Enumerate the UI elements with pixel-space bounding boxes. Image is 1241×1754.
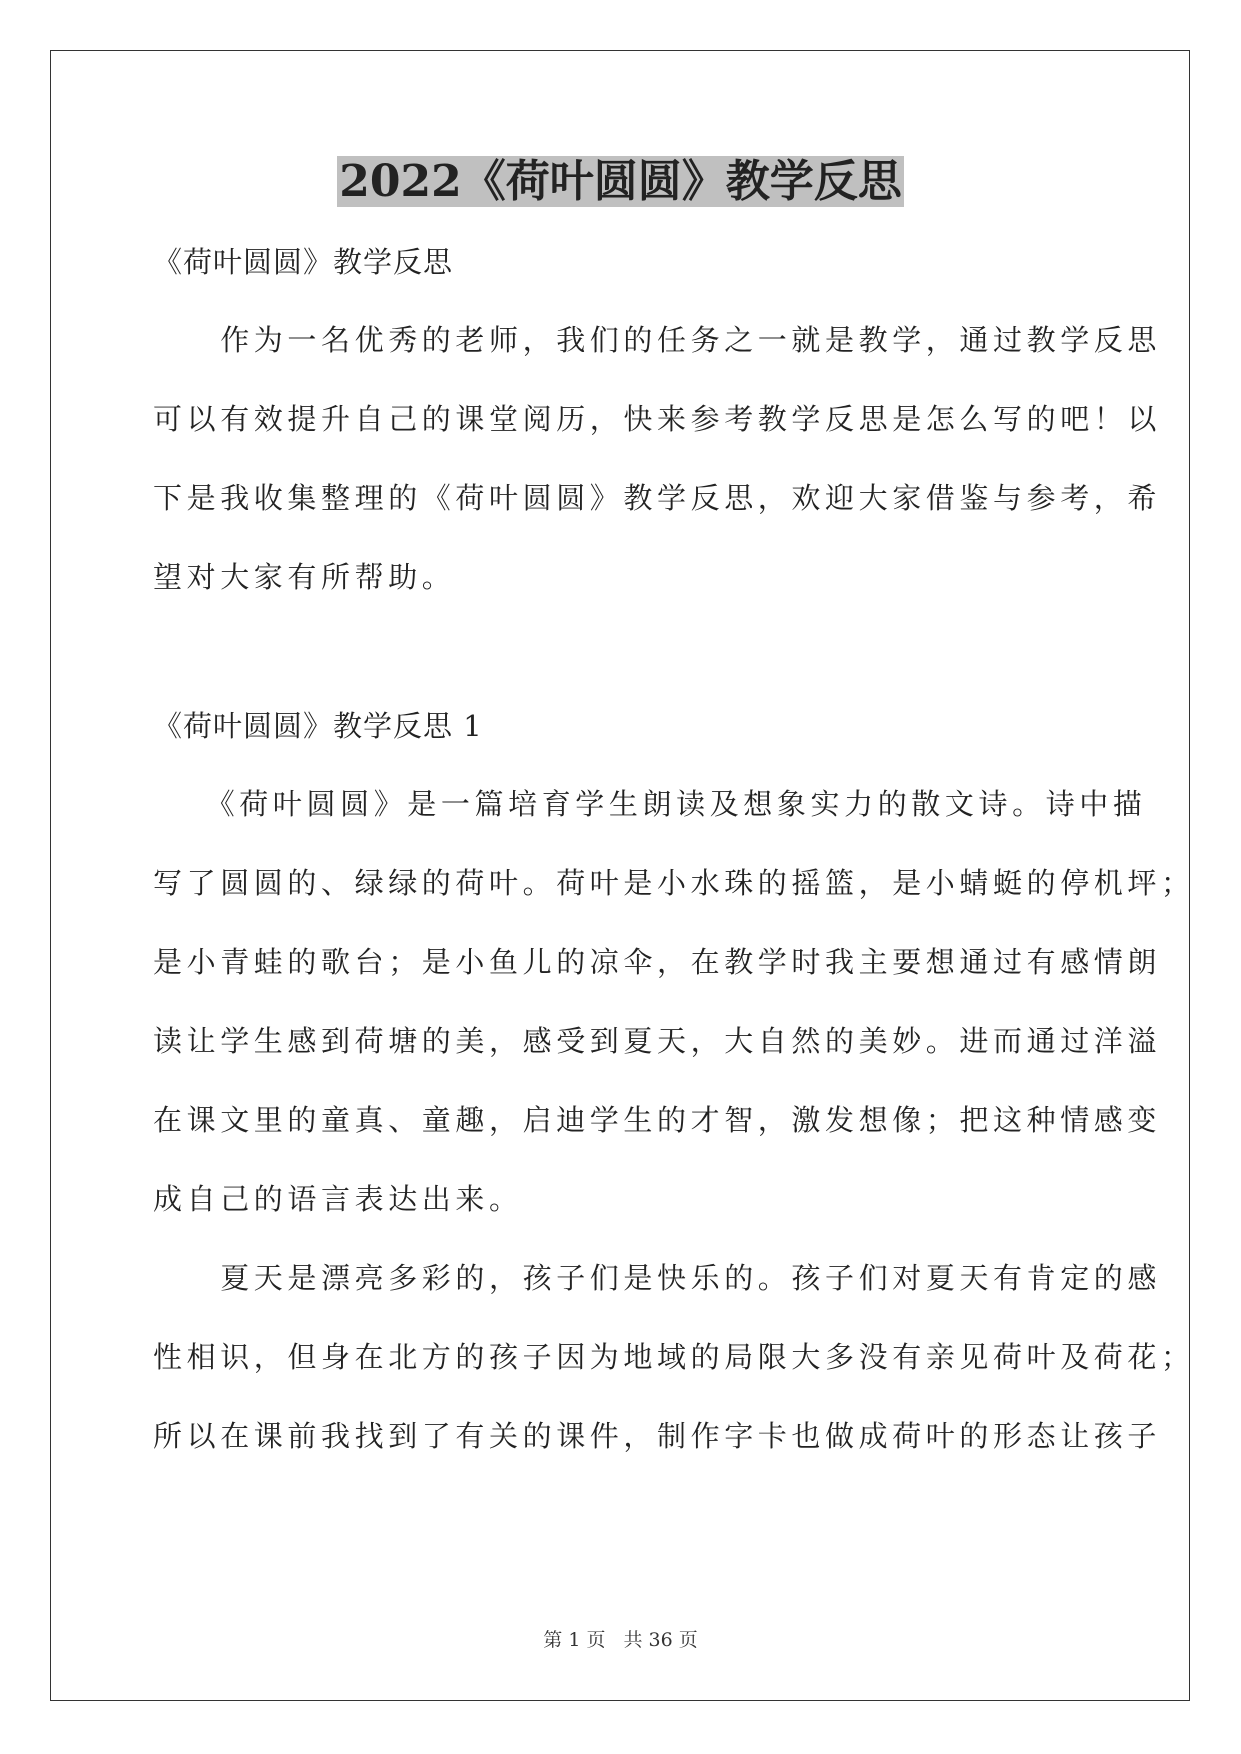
page-number: 第 1 页: [543, 1629, 606, 1651]
body-line: 下是我收集整理的《荷叶圆圆》教学反思，欢迎大家借鉴与参考，希: [153, 481, 1162, 515]
document-title-text: 2022《荷叶圆圆》教学反思: [339, 156, 902, 207]
section-heading: 《荷叶圆圆》教学反思 1: [153, 709, 483, 743]
body-line: 作为一名优秀的老师，我们的任务之一就是教学，通过教学反思: [153, 323, 1162, 357]
body-line: 成自己的语言表达出来。: [153, 1182, 523, 1216]
page-total: 共 36 页: [623, 1629, 698, 1651]
body-line: 读让学生感到荷塘的美，感受到夏天，大自然的美妙。进而通过洋溢: [153, 1024, 1162, 1058]
body-line: 《荷叶圆圆》是一篇培育学生朗读及想象实力的散文诗。诗中描: [153, 787, 1147, 821]
body-line: 所以在课前我找到了有关的课件，制作字卡也做成荷叶的形态让孩子: [153, 1419, 1162, 1453]
body-line: 写了圆圆的、绿绿的荷叶。荷叶是小水珠的摇篮，是小蜻蜓的停机坪；: [153, 866, 1195, 900]
body-line: 可以有效提升自己的课堂阅历，快来参考教学反思是怎么写的吧！以: [153, 402, 1162, 436]
body-line: 性相识，但身在北方的孩子因为地域的局限大多没有亲见荷叶及荷花；: [153, 1340, 1195, 1374]
body-line: 是小青蛙的歌台；是小鱼儿的凉伞，在教学时我主要想通过有感情朗: [153, 945, 1162, 979]
body-line: 夏天是漂亮多彩的，孩子们是快乐的。孩子们对夏天有肯定的感: [153, 1261, 1162, 1295]
section-heading: 《荷叶圆圆》教学反思: [153, 245, 454, 279]
body-line: 望对大家有所帮助。: [153, 560, 456, 594]
document-title: [0, 150, 1241, 214]
body-line: 在课文里的童真、童趣，启迪学生的才智，激发想像；把这种情感变: [153, 1103, 1162, 1137]
page-footer: [0, 1628, 1241, 1652]
